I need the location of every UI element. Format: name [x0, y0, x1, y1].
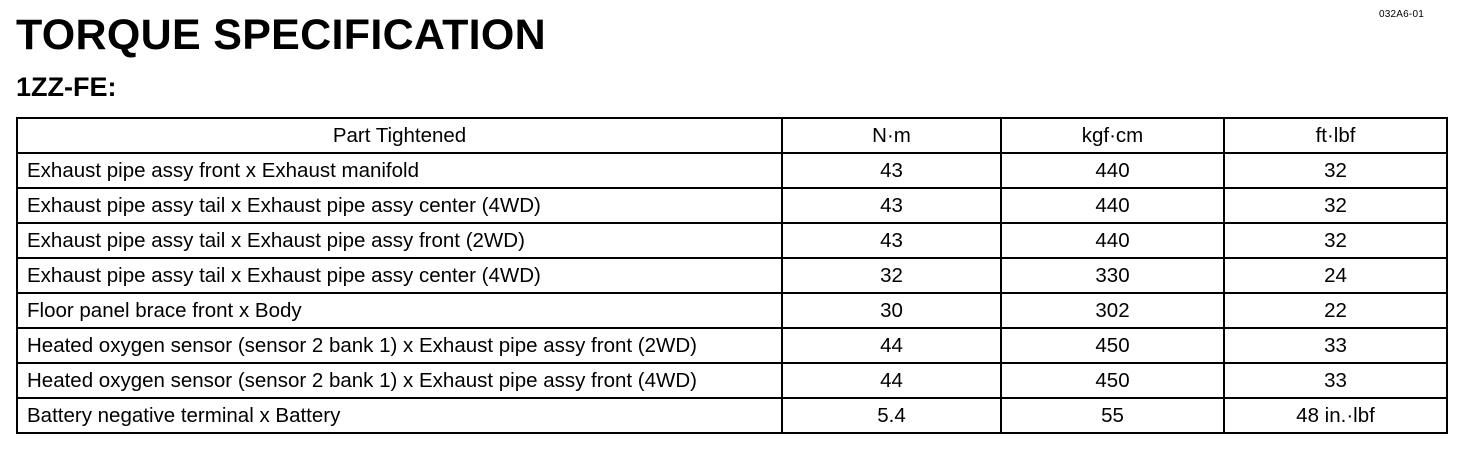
- part-cell: Heated oxygen sensor (sensor 2 bank 1) x Exhaust pipe assy front (2WD): [17, 328, 782, 363]
- ft-lbf-cell: 32: [1224, 188, 1447, 223]
- nm-cell: 5.4: [782, 398, 1001, 433]
- nm-cell: 30: [782, 293, 1001, 328]
- engine-model-label: 1ZZ-FE:: [16, 72, 117, 102]
- table-row: [17, 153, 1447, 188]
- header-ft-lbf: ft·lbf: [1224, 118, 1447, 153]
- part-cell: Exhaust pipe assy tail x Exhaust pipe assy front (2WD): [17, 223, 782, 258]
- ft-lbf-cell: 32: [1224, 223, 1447, 258]
- ft-lbf-cell: 33: [1224, 363, 1447, 398]
- part-cell: Heated oxygen sensor (sensor 2 bank 1) x Exhaust pipe assy front (4WD): [17, 363, 782, 398]
- nm-cell: 44: [782, 363, 1001, 398]
- table-header-row: [17, 118, 1447, 153]
- nm-cell: 32: [782, 258, 1001, 293]
- torque-spec-table: [16, 117, 1448, 434]
- kgf-cm-cell: 450: [1001, 328, 1224, 363]
- nm-cell: 43: [782, 188, 1001, 223]
- table-row: [17, 328, 1447, 363]
- ft-lbf-cell: 32: [1224, 153, 1447, 188]
- page-title: TORQUE SPECIFICATION: [16, 11, 546, 59]
- nm-cell: 43: [782, 223, 1001, 258]
- ft-lbf-cell: 33: [1224, 328, 1447, 363]
- ft-lbf-cell: 22: [1224, 293, 1447, 328]
- kgf-cm-cell: 302: [1001, 293, 1224, 328]
- table-row: [17, 293, 1447, 328]
- header-kgf-cm: kgf·cm: [1001, 118, 1224, 153]
- part-cell: Battery negative terminal x Battery: [17, 398, 782, 433]
- header-part-tightened: Part Tightened: [17, 118, 782, 153]
- kgf-cm-cell: 440: [1001, 153, 1224, 188]
- document-code: 032A6-01: [1379, 9, 1424, 20]
- part-cell: Exhaust pipe assy tail x Exhaust pipe assy center (4WD): [17, 258, 782, 293]
- ft-lbf-cell: 48 in.·lbf: [1224, 398, 1447, 433]
- kgf-cm-cell: 450: [1001, 363, 1224, 398]
- header-newton-meter: N·m: [782, 118, 1001, 153]
- table-row: [17, 188, 1447, 223]
- table-row: [17, 258, 1447, 293]
- nm-cell: 43: [782, 153, 1001, 188]
- nm-cell: 44: [782, 328, 1001, 363]
- kgf-cm-cell: 440: [1001, 188, 1224, 223]
- table-row: [17, 223, 1447, 258]
- part-cell: Floor panel brace front x Body: [17, 293, 782, 328]
- kgf-cm-cell: 55: [1001, 398, 1224, 433]
- table-row: [17, 363, 1447, 398]
- kgf-cm-cell: 330: [1001, 258, 1224, 293]
- part-cell: Exhaust pipe assy tail x Exhaust pipe assy center (4WD): [17, 188, 782, 223]
- kgf-cm-cell: 440: [1001, 223, 1224, 258]
- ft-lbf-cell: 24: [1224, 258, 1447, 293]
- part-cell: Exhaust pipe assy front x Exhaust manifold: [17, 153, 782, 188]
- table-row: [17, 398, 1447, 433]
